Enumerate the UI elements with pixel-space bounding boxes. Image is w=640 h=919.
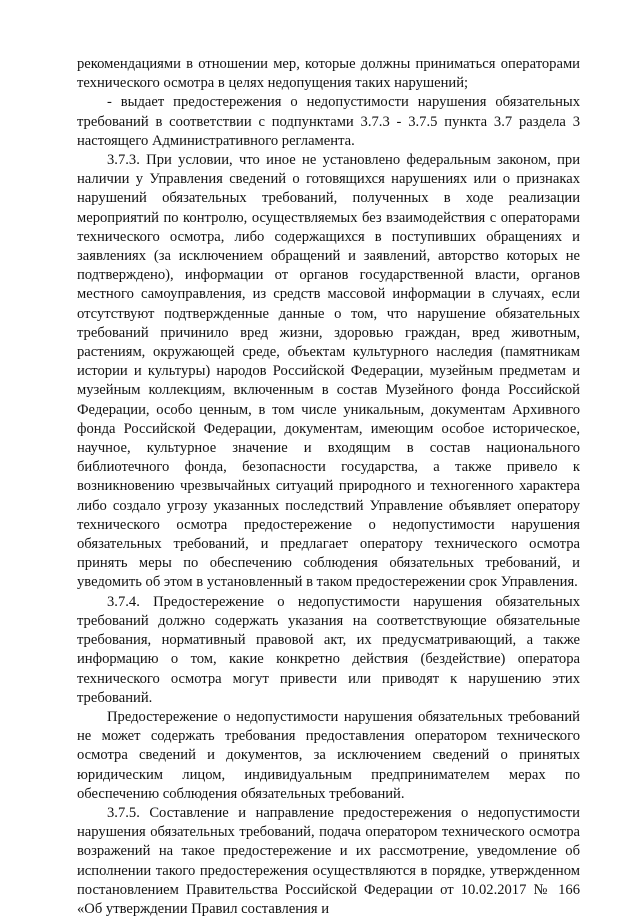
paragraph-3-7-5: 3.7.5. Составление и направление предостережения о недопустимости нарушения обязательных требований, подача оператором технического осмотра возражений на такое предостережение и их рассмотрение, уведомление об исполнении такого предостережения осуществляются в порядке, утвержденном постановлением Правительства Российской Федерации от 10.02.2017 № 166 «Об утверждении Правил составления и [77,804,580,917]
paragraph-recommendations-continuation: рекомендациями в отношении мер, которые должны приниматься операторами технического осмотра в целях недопущения таких нарушений; [77,56,580,92]
paragraph-3-7-3: 3.7.3. При условии, что иное не установлено федеральным законом, при наличии у Управления сведений о готовящихся нарушениях или о признаках нарушений обязательных требований, полученных в ходе реализации мероприятий по контролю, осуществляемых без взаимодействия с операторами технического осмотра, либо содержащихся в поступивших обращениях и заявлениях (за исключением обращений и заявлений, авторство которых не подтверждено), информации от органов государственной власти, органов местного самоуправления, из средств массовой информации в случаях, если отсутствуют подтвержденные данные о том, что нарушение обязательных требований причинило вред жизни, здоровью граждан, вред животным, растениям, окружающей среде, объектам культурного наследия (памятникам истории и культуры) народов Российской Федерации, музейным предметам и музейным коллекциям, включенным в состав Музейного фонда Российской Федерации, особо ценным, в том числе уникальным, документам Архивного фонда Российской Федерации, документам, имеющим особое историческое, научное, культурное значение и входящим в состав национального библиотечного фонда, безопасности государства, а также привело к возникновению чрезвычайных ситуаций природного и техногенного характера либо создало угрозу указанных последствий Управление объявляет оператору технического осмотра предостережение о недопустимости нарушения обязательных требований, и предлагает оператору технического осмотра принять меры по обеспечению соблюдения обязательных требований, и уведомить об этом в установленный в таком предостережении срок Управления. [77,152,580,591]
paragraph-issues-warnings: - выдает предостережения о недопустимости нарушения обязательных требований в соответствии с подпунктами 3.7.3 - 3.7.5 пункта 3.7 раздела 3 настоящего Административного регламента. [77,94,580,149]
paragraph-3-7-4: 3.7.4. Предостережение о недопустимости нарушения обязательных требований должно содержать указания на соответствующие обязательные требования, нормативный правовой акт, их предусматривающий, а также информацию о том, какие конкретно действия (бездействие) оператора технического осмотра могут привести или приводят к нарушению этих требований. [77,593,580,706]
document-page [77,55,580,919]
paragraph-warning-restrictions: Предостережение о недопустимости нарушения обязательных требований не может содержать требования предоставления оператором технического осмотра сведений и документов, за исключением сведений о принятых юридическим лицом, индивидуальным предпринимателем мерах по обеспечению соблюдения обязательных требований. [77,708,580,802]
